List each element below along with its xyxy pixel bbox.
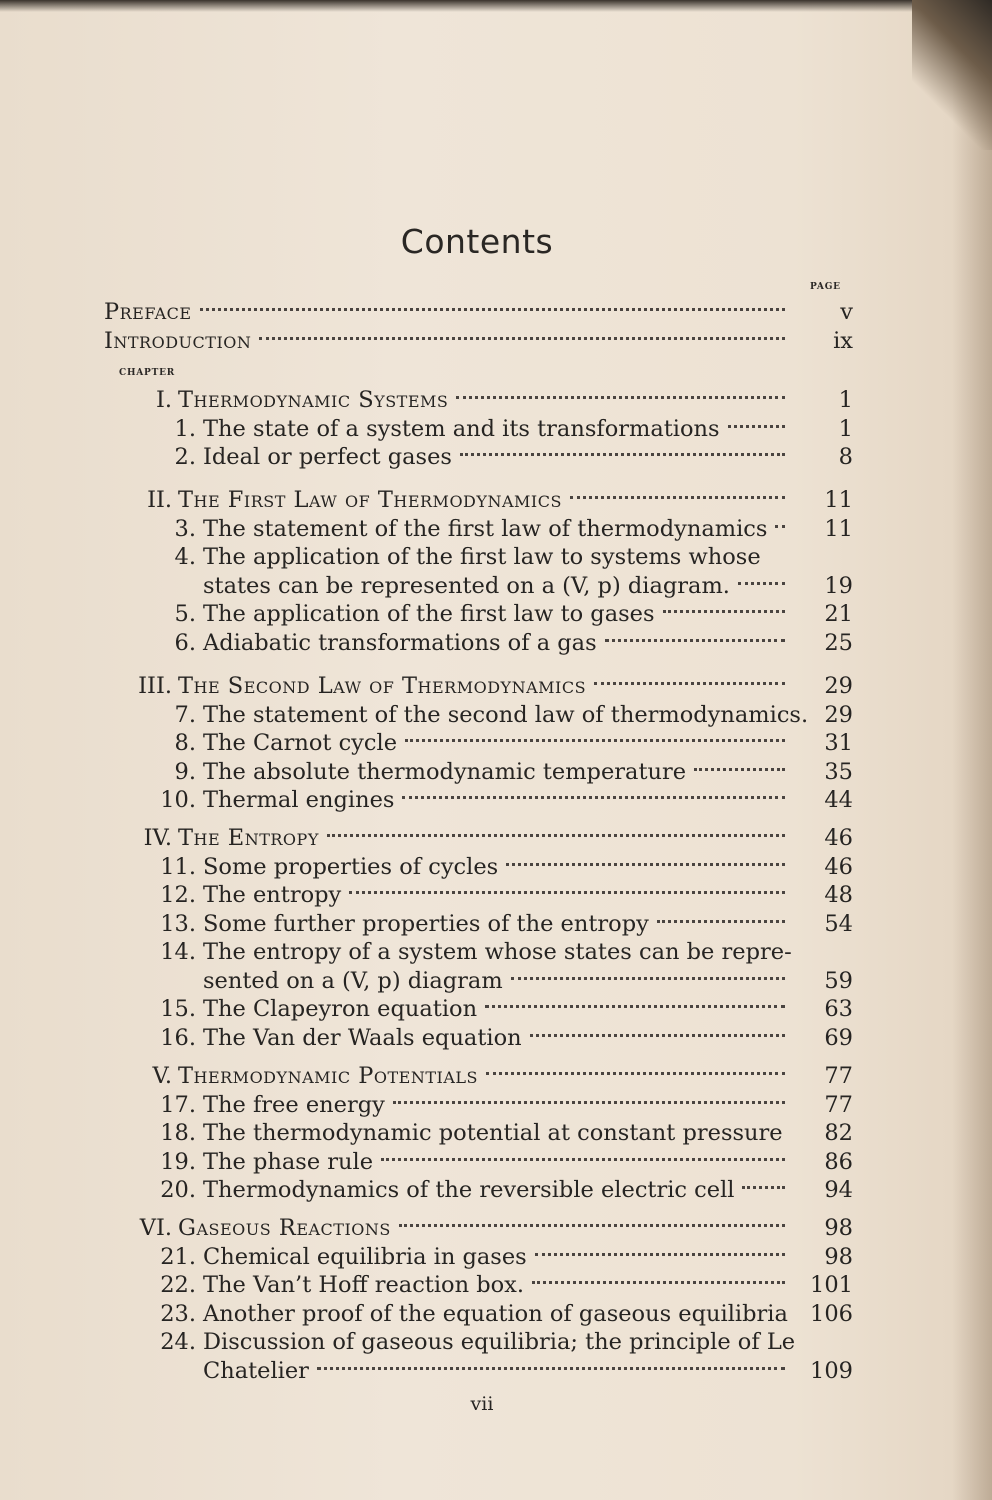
- entry-title: The phase rule: [203, 1148, 374, 1175]
- page-corner-wear: [912, 0, 992, 150]
- dot-leader: [381, 1158, 785, 1161]
- page-number: vii: [470, 1393, 494, 1415]
- entry-title: The statement of the second law of thermodynamics.: [203, 701, 809, 728]
- entry-page-number: ix: [833, 328, 853, 354]
- entry-page-number: 31: [824, 730, 853, 756]
- dot-leader: [742, 1186, 785, 1189]
- dot-leader: [570, 496, 785, 499]
- entry-title: Some properties of cycles: [203, 853, 499, 880]
- dot-leader: [511, 977, 785, 980]
- dot-leader: [349, 891, 785, 894]
- dot-leader: [200, 308, 785, 311]
- dot-leader: [663, 610, 785, 613]
- section-number: 16.: [160, 1024, 196, 1051]
- entry-title: The Van’t Hoff reaction box.: [203, 1272, 525, 1298]
- entry-page-number: 11: [824, 487, 853, 513]
- dot-leader: [530, 1034, 785, 1037]
- entry-title: Thermodynamic Systems: [178, 387, 449, 413]
- entry-page-number: 69: [824, 1024, 853, 1051]
- dot-leader: [399, 1224, 785, 1227]
- dot-leader: [456, 396, 785, 399]
- section-number: 7.: [174, 701, 196, 728]
- entry-title: Thermodynamics of the reversible electric cell: [203, 1177, 735, 1203]
- dot-leader: [317, 1367, 785, 1370]
- chapter-number: III.: [138, 673, 172, 699]
- entry-page-number: 54: [824, 910, 853, 937]
- entry-page-number: 11: [824, 515, 853, 542]
- entry-page-number: 98: [824, 1243, 853, 1270]
- dot-leader: [259, 337, 785, 340]
- section-number: 11.: [160, 853, 196, 880]
- section-number: 6.: [174, 629, 196, 656]
- entry-title: Ideal or perfect gases: [203, 444, 452, 470]
- section-number: 12.: [160, 882, 196, 908]
- entry-page-number: 44: [824, 787, 853, 813]
- entry-page-number: 77: [824, 1063, 853, 1089]
- section-number: 17.: [160, 1091, 196, 1118]
- entry-title: Some further properties of the entropy: [203, 910, 649, 937]
- entry-title: The Entropy: [178, 825, 319, 851]
- dot-leader: [605, 639, 785, 642]
- page-column-header: PAGE: [810, 282, 841, 292]
- dot-leader: [775, 525, 785, 528]
- entry-title: Another proof of the equation of gaseous equilibria: [203, 1300, 788, 1327]
- section-number: 18.: [160, 1120, 196, 1146]
- entry-page-number: 35: [824, 758, 853, 785]
- dot-leader: [532, 1281, 785, 1284]
- chapter-column-header: CHAPTER: [119, 368, 176, 378]
- page-edge-shading: [952, 0, 992, 1500]
- entry-title: Thermal engines: [203, 787, 395, 813]
- section-number: 13.: [160, 910, 196, 937]
- page-title: Contents: [400, 222, 554, 261]
- chapter-number: IV.: [143, 825, 172, 851]
- dot-leader: [694, 768, 785, 771]
- page-top-shadow: [0, 0, 992, 12]
- entry-page-number: 19: [824, 572, 853, 599]
- entry-page-number: 29: [824, 701, 853, 728]
- entry-title: The free energy: [203, 1091, 385, 1118]
- entry-title: Adiabatic transformations of a gas: [203, 629, 597, 656]
- entry-title: The Van der Waals equation: [203, 1024, 522, 1051]
- entry-title: states can be represented on a (V, p) diagram.: [203, 572, 730, 599]
- entry-title: The absolute thermodynamic temperature: [203, 758, 687, 785]
- entry-title: The entropy of a system whose states can be repre-: [203, 939, 792, 965]
- section-number: 3.: [174, 515, 196, 542]
- entry-page-number: 46: [824, 853, 853, 880]
- dot-leader: [460, 453, 785, 456]
- dot-leader: [738, 582, 785, 585]
- dot-leader: [506, 863, 785, 866]
- section-number: 20.: [160, 1177, 196, 1203]
- entry-page-number: 29: [824, 673, 853, 699]
- dot-leader: [327, 834, 785, 837]
- section-number: 4.: [174, 544, 196, 570]
- entry-title: The thermodynamic potential at constant pressure: [203, 1120, 783, 1146]
- section-number: 21.: [160, 1243, 196, 1270]
- entry-title: Discussion of gaseous equilibria; the principle of Le: [203, 1329, 796, 1355]
- section-number: 15.: [160, 996, 196, 1022]
- section-number: 23.: [160, 1300, 196, 1327]
- entry-title: The Carnot cycle: [203, 730, 398, 756]
- entry-page-number: 1: [838, 415, 853, 442]
- dot-leader: [393, 1101, 785, 1104]
- section-number: 24.: [160, 1329, 196, 1355]
- entry-page-number: 109: [810, 1357, 853, 1384]
- dot-leader: [405, 739, 785, 742]
- entry-page-number: 82: [824, 1120, 853, 1146]
- entry-title: Chemical equilibria in gases: [203, 1243, 527, 1270]
- entry-page-number: 25: [824, 629, 853, 656]
- entry-title: The Clapeyron equation: [203, 996, 478, 1022]
- entry-title: The statement of the first law of thermodynamics: [203, 515, 768, 542]
- entry-title: The state of a system and its transformations: [203, 415, 720, 442]
- entry-title: Chatelier: [203, 1357, 309, 1384]
- entry-title: The First Law of Thermodynamics: [178, 487, 562, 513]
- entry-page-number: 8: [838, 444, 853, 470]
- section-number: 9.: [174, 758, 196, 785]
- entry-page-number: 101: [810, 1272, 853, 1298]
- entry-page-number: 63: [824, 996, 853, 1022]
- entry-title: sented on a (V, p) diagram: [203, 967, 503, 994]
- entry-page-number: 48: [824, 882, 853, 908]
- entry-page-number: 46: [824, 825, 853, 851]
- entry-page-number: 59: [824, 967, 853, 994]
- entry-page-number: 1: [838, 387, 853, 413]
- section-number: 1.: [174, 415, 196, 442]
- entry-page-number: 86: [824, 1148, 853, 1175]
- entry-title: Thermodynamic Potentials: [178, 1063, 478, 1089]
- entry-page-number: 77: [824, 1091, 853, 1118]
- entry-title: Introduction: [104, 328, 252, 354]
- entry-title: The application of the first law to systems whose: [203, 544, 761, 570]
- entry-page-number: 98: [824, 1215, 853, 1241]
- entry-page-number: 106: [810, 1300, 853, 1327]
- dot-leader: [728, 425, 785, 428]
- section-number: 8.: [174, 730, 196, 756]
- entry-title: The entropy: [203, 882, 342, 908]
- chapter-number: II.: [147, 487, 172, 513]
- section-number: 22.: [160, 1272, 196, 1298]
- dot-leader: [535, 1253, 785, 1256]
- section-number: 10.: [160, 787, 196, 813]
- section-number: 2.: [174, 444, 196, 470]
- section-number: 14.: [160, 939, 196, 965]
- section-number: 5.: [174, 601, 196, 627]
- dot-leader: [485, 1005, 785, 1008]
- entry-page-number: 94: [824, 1177, 853, 1203]
- chapter-number: VI.: [139, 1215, 172, 1241]
- entry-title: Preface: [104, 299, 192, 325]
- section-number: 19.: [160, 1148, 196, 1175]
- entry-title: The application of the first law to gases: [203, 601, 655, 627]
- dot-leader: [594, 682, 785, 685]
- chapter-number: V.: [152, 1063, 172, 1089]
- chapter-number: I.: [155, 387, 172, 413]
- dot-leader: [657, 920, 785, 923]
- dot-leader: [486, 1072, 785, 1075]
- entry-page-number: 21: [824, 601, 853, 627]
- dot-leader: [402, 796, 785, 799]
- entry-title: Gaseous Reactions: [178, 1215, 391, 1241]
- entry-page-number: v: [840, 299, 853, 325]
- entry-title: The Second Law of Thermodynamics: [178, 673, 587, 699]
